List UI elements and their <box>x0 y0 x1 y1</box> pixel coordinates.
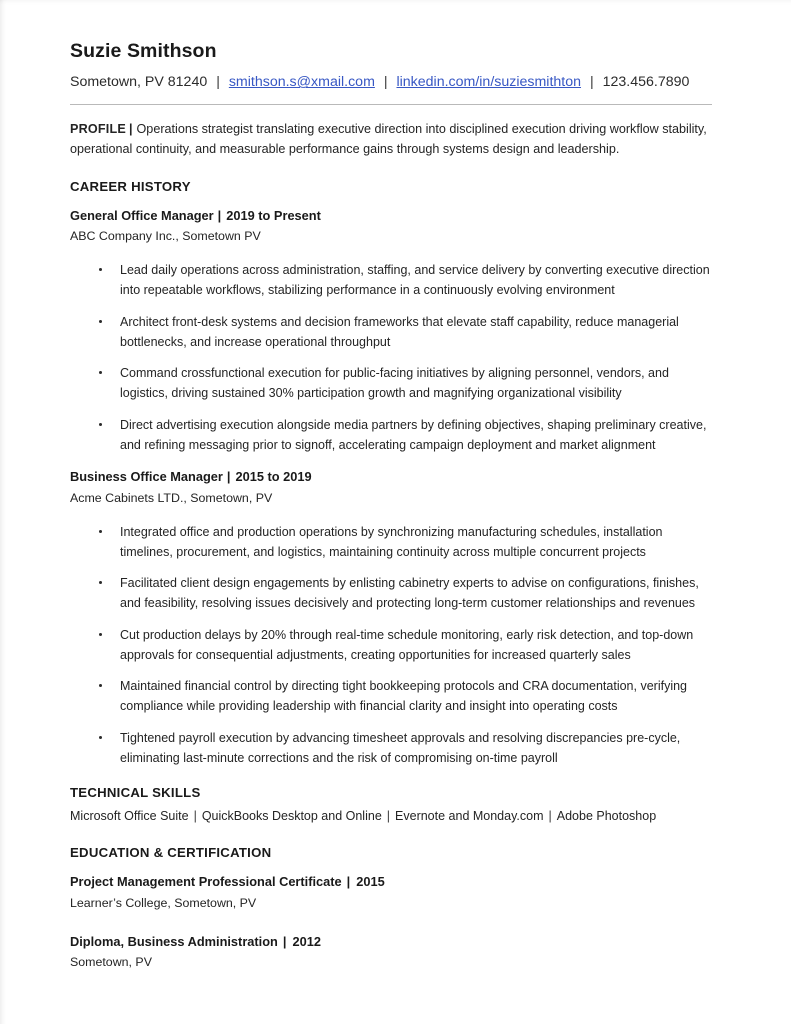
education-year-2: 2012 <box>292 933 321 949</box>
job-bullets-1 <box>70 260 712 455</box>
profile-text: Operations strategist translating executive direction into disciplined execution driving workflow stability, operational continuity, and measurable performance gains through systems design and leadership. <box>70 121 707 157</box>
section-heading-education-certification: EDUCATION & CERTIFICATION <box>70 844 272 860</box>
contact-linkedin-link[interactable]: linkedin.com/in/suziesmithton <box>396 74 582 91</box>
contact-location: Sometown, PV 81240 <box>70 74 208 91</box>
skill-item-4: Adobe Photoshop <box>556 809 657 824</box>
list-item: Cut production delays by 20% through real-time schedule monitoring, early risk detection, and top-down approvals for consequential adjustments, creating opportunities for increased quarterly sales <box>70 625 712 666</box>
education-separator-2: | <box>282 933 287 949</box>
job-separator-2: | <box>226 469 231 485</box>
list-item: Maintained financial control by directing tight bookkeeping protocols and CRA documentation, verifying compliance while providing leadership with financial clarity and insight into operating costs <box>70 676 712 717</box>
skill-item-2: QuickBooks Desktop and Online <box>201 809 382 824</box>
education-entry-2 <box>70 933 712 973</box>
header-divider <box>70 104 712 105</box>
contact-separator-1: | <box>216 74 220 91</box>
job-title-row-2 <box>70 468 712 487</box>
job-title-row-1 <box>70 207 712 226</box>
contact-phone: 123.456.7890 <box>602 74 690 91</box>
skill-item-1: Microsoft Office Suite <box>70 809 189 824</box>
job-company-2: Acme Cabinets LTD., Sometown, PV <box>70 490 273 505</box>
section-heading-career-history: CAREER HISTORY <box>70 178 191 194</box>
job-bullets-2 <box>70 522 712 769</box>
job-title-2: Business Office Manager <box>70 469 223 485</box>
skills-list <box>70 807 712 826</box>
contact-separator-3: | <box>589 74 594 91</box>
education-school-1: Learner’s College, Sometown, PV <box>70 895 257 910</box>
list-item: Lead daily operations across administration, staffing, and service delivery by converting executive direction into repeatable workflows, stabilizing performance in a continuously evolving environment <box>70 260 712 301</box>
education-entry-1 <box>70 873 712 913</box>
list-item: Facilitated client design engagements by enlisting cabinetry experts to advise on configurations, finishes, and feasibility, resolving issues decisively and protecting long-term customer relationships and revenues <box>70 573 712 614</box>
contact-separator-2: | <box>383 74 388 91</box>
profile-label: PROFILE <box>70 121 126 136</box>
job-separator-1: | <box>217 207 222 223</box>
job-dates-1: 2019 to Present <box>226 207 321 223</box>
job-dates-2: 2015 to 2019 <box>235 469 312 485</box>
list-item: Architect front-desk systems and decision frameworks that elevate staff capability, reduce managerial bottlenecks, and increase operational throughput <box>70 312 712 353</box>
job-entry-1 <box>70 207 712 456</box>
skills-separator-3: | <box>548 809 552 824</box>
job-title-1: General Office Manager <box>70 207 214 223</box>
education-title-1: Project Management Professional Certificate <box>70 873 342 889</box>
list-item: Integrated office and production operations by synchronizing manufacturing schedules, installation timelines, procurement, and logistics, maintaining continuity across multiple concurrent projects <box>70 522 712 563</box>
resume-content <box>70 40 712 972</box>
job-entry-2 <box>70 468 712 768</box>
education-title-row-1 <box>70 873 712 892</box>
education-school-2: Sometown, PV <box>70 955 152 970</box>
profile-section <box>70 119 712 160</box>
list-item: Direct advertising execution alongside media partners by defining objectives, shaping preliminary creative, and refining messaging prior to signoff, accelerating campaign deployment and market alignment <box>70 415 712 456</box>
contact-email-link[interactable]: smithson.s@xmail.com <box>228 74 375 91</box>
skills-separator-1: | <box>193 809 197 824</box>
list-item: Command crossfunctional execution for public-facing initiatives by aligning personnel, vendors, and logistics, driving sustained 30% participation growth and magnifying organizational visibility <box>70 363 712 404</box>
profile-separator: | <box>128 121 133 136</box>
contact-line <box>70 73 712 91</box>
section-heading-technical-skills: TECHNICAL SKILLS <box>70 785 201 801</box>
list-item: Tightened payroll execution by advancing timesheet approvals and resolving discrepancies pre-cycle, eliminating last-minute corrections and the risk of compromising on-time payroll <box>70 728 712 769</box>
candidate-name: Suzie Smithson <box>70 40 217 62</box>
skill-item-3: Evernote and Monday.com <box>395 809 544 824</box>
education-title-2: Diploma, Business Administration <box>70 933 278 949</box>
education-year-1: 2015 <box>356 873 385 889</box>
job-company-1: ABC Company Inc., Sometown PV <box>70 229 261 244</box>
education-separator-1: | <box>346 873 351 889</box>
skills-separator-2: | <box>386 809 391 824</box>
education-title-row-2 <box>70 933 712 952</box>
